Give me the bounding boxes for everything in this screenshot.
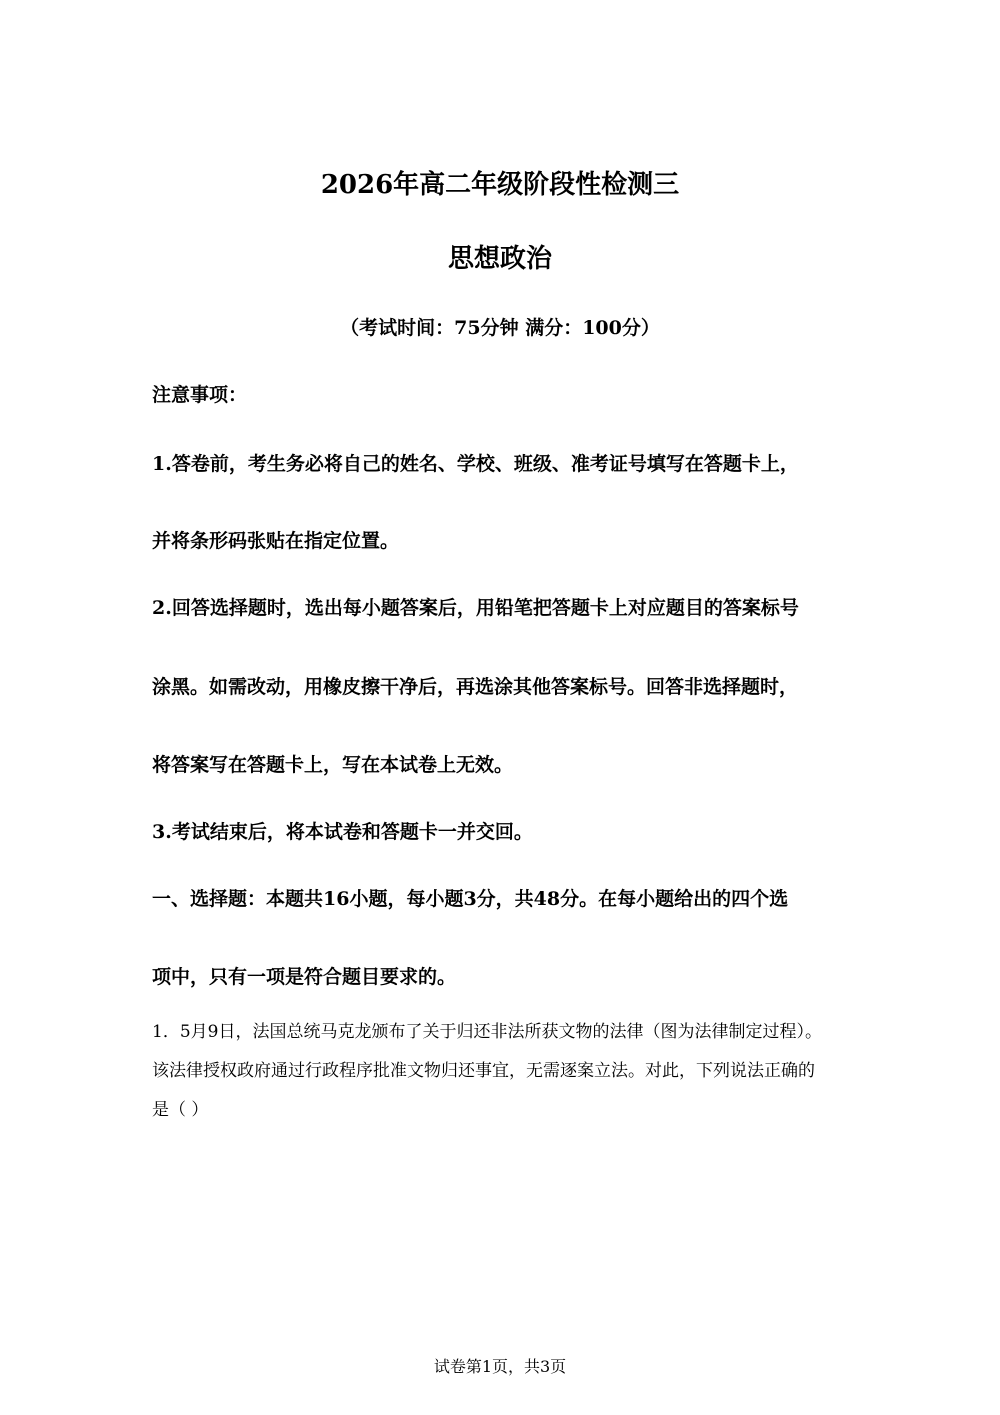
- note-line-6: 3.考试结束后，将本试卷和答题卡一并交回。: [152, 821, 533, 843]
- notes-heading: 注意事项：: [152, 384, 248, 406]
- note-line-2: 并将条形码张贴在指定位置。: [152, 530, 400, 552]
- note-line-3: 2.回答选择题时，选出每小题答案后，用铅笔把答题卡上对应题目的答案标号: [152, 597, 799, 619]
- note-line-5: 将答案写在答题卡上，写在本试卷上无效。: [152, 754, 514, 776]
- note-line-4: 涂黑。如需改动，用橡皮擦干净后，再选涂其他答案标号。回答非选择题时，: [152, 676, 799, 698]
- question-1-line-2: 该法律授权政府通过行政程序批准文物归还事宜，无需逐案立法。对此，下列说法正确的: [152, 1061, 815, 1081]
- exam-title: 2026年高二年级阶段性检测三: [320, 170, 680, 200]
- exam-time-score-info: （考试时间：75分钟 满分：100分）: [340, 317, 660, 339]
- section-heading-line-1: 一、选择题：本题共16小题，每小题3分，共48分。在每小题给出的四个选: [152, 888, 789, 910]
- exam-subject: 思想政治: [447, 244, 552, 274]
- section-heading-line-2: 项中，只有一项是符合题目要求的。: [152, 966, 457, 988]
- question-1-line-1: 1．5月9日，法国总统马克龙颁布了关于归还非法所获文物的法律（图为法律制定过程）。: [152, 1022, 822, 1042]
- page-number-footer: 试卷第1页，共3页: [433, 1357, 567, 1376]
- note-line-1: 1.答卷前，考生务必将自己的姓名、学校、班级、准考证号填写在答题卡上，: [152, 453, 799, 475]
- question-1-line-3: 是（ ）: [152, 1100, 209, 1120]
